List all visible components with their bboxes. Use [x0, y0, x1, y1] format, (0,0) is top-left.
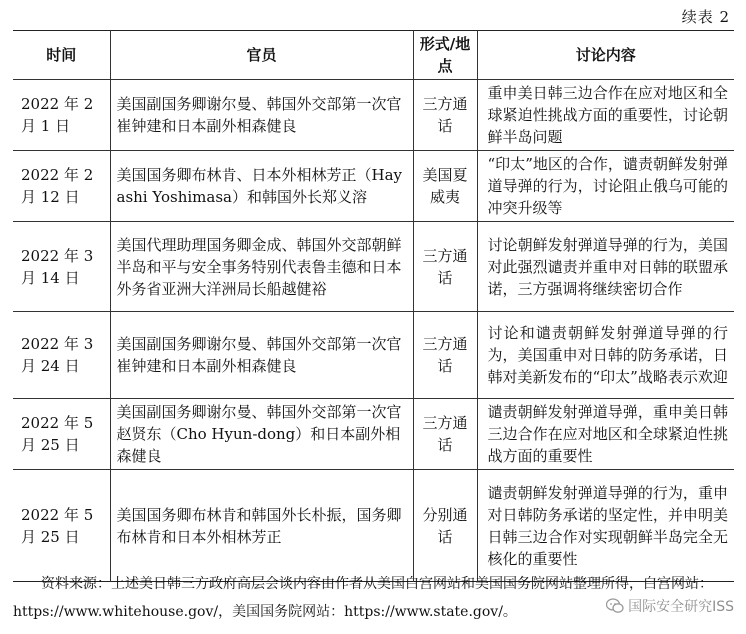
- source-note: 资料来源：上述美日韩三方政府高层会谈内容由作者从美国白宫网站和美国国务院网站整理所得，白宫网站：https://www.whitehouse.gov/，美国国务院网站：https://www.state.gov/。: [13, 576, 713, 620]
- cell-time: 2022 年 3 月 14 日: [21, 246, 94, 287]
- header-time: 时间: [46, 46, 77, 64]
- cell-form: 三方通话: [413, 222, 477, 312]
- cell-officials: 美国副国务卿谢尔曼、韩国外交部第一次官崔钟建和日本副外相森健良: [110, 80, 413, 151]
- cell-form: 三方通话: [413, 312, 477, 399]
- cell-topic: 讨论朝鲜发射弹道导弹的行为，美国对此强烈谴责并重申对日韩的联盟承诺，三方强调将继续密切合作: [477, 222, 734, 312]
- table-row: [13, 222, 734, 312]
- cell-officials: 美国副国务卿谢尔曼、韩国外交部第一次官赵贤东（Cho Hyun-dong）和日本副外相森健良: [110, 399, 413, 470]
- cell-officials: 美国副国务卿谢尔曼、韩国外交部第一次官崔钟建和日本副外相森健良: [110, 312, 413, 399]
- cell-topic: 谴责朝鲜发射弹道导弹的行为，重申对日韩防务承诺的坚定性，并申明美日韩三边合作对实现朝鲜半岛完全无核化的重要性: [477, 470, 734, 582]
- header-form-location: 形式/地点: [413, 31, 477, 80]
- cell-topic: 讨论和谴责朝鲜发射弹道导弹的行为，美国重申对日韩的防务承诺，日韩对美新发布的“印太”战略表示欢迎: [477, 312, 734, 399]
- cell-topic: 谴责朝鲜发射弹道导弹，重申美日韩三边合作在应对地区和全球紧迫性挑战方面的重要性: [477, 399, 734, 470]
- table-continued-label: 续表 2: [681, 8, 730, 26]
- cell-officials: 美国代理助理国务卿金成、韩国外交部朝鲜半岛和平与安全事务特别代表鲁圭德和日本外务省亚洲大洋洲局长船越健裕: [110, 222, 413, 312]
- cell-time: 2022 年 3 月 24 日: [21, 335, 94, 375]
- cell-form: 分别通话: [413, 470, 477, 582]
- cell-form: 三方通话: [413, 399, 477, 470]
- cell-time: 2022 年 2 月 12 日: [21, 166, 94, 206]
- cell-topic: “印太”地区的合作，谴责朝鲜发射弹道导弹的行为，讨论阻止俄乌可能的冲突升级等: [477, 151, 734, 222]
- table-row: [13, 399, 734, 470]
- table-row: [13, 312, 734, 399]
- summit-talks-table: [13, 30, 734, 582]
- cell-officials: 美国国务卿布林肯和韩国外长朴振，国务卿布林肯和日本外相林芳正: [110, 470, 413, 582]
- chat-bubble-icon: [606, 598, 624, 614]
- table-header-row: [13, 31, 734, 80]
- header-discussion: 讨论内容: [477, 31, 734, 80]
- cell-officials: 美国国务卿布林肯、日本外相林芳正（Hayashi Yoshimasa）和韩国外长郑义溶: [110, 151, 413, 222]
- watermark: [606, 596, 734, 616]
- cell-form: 三方通话: [413, 80, 477, 151]
- table-row: [13, 470, 734, 582]
- cell-time: 2022 年 5 月 25 日: [21, 414, 94, 454]
- header-officials: 官员: [110, 31, 413, 80]
- table-row: [13, 80, 734, 151]
- table-row: [13, 151, 734, 222]
- cell-time: 2022 年 5 月 25 日: [21, 505, 94, 546]
- cell-time: 2022 年 2 月 1 日: [21, 95, 94, 135]
- watermark-text: 国际安全研究ISS: [628, 599, 734, 615]
- cell-topic: 重申美日韩三边合作在应对地区和全球紧迫性挑战方面的重要性，讨论朝鲜半岛问题: [477, 80, 734, 151]
- cell-form: 美国夏威夷: [413, 151, 477, 222]
